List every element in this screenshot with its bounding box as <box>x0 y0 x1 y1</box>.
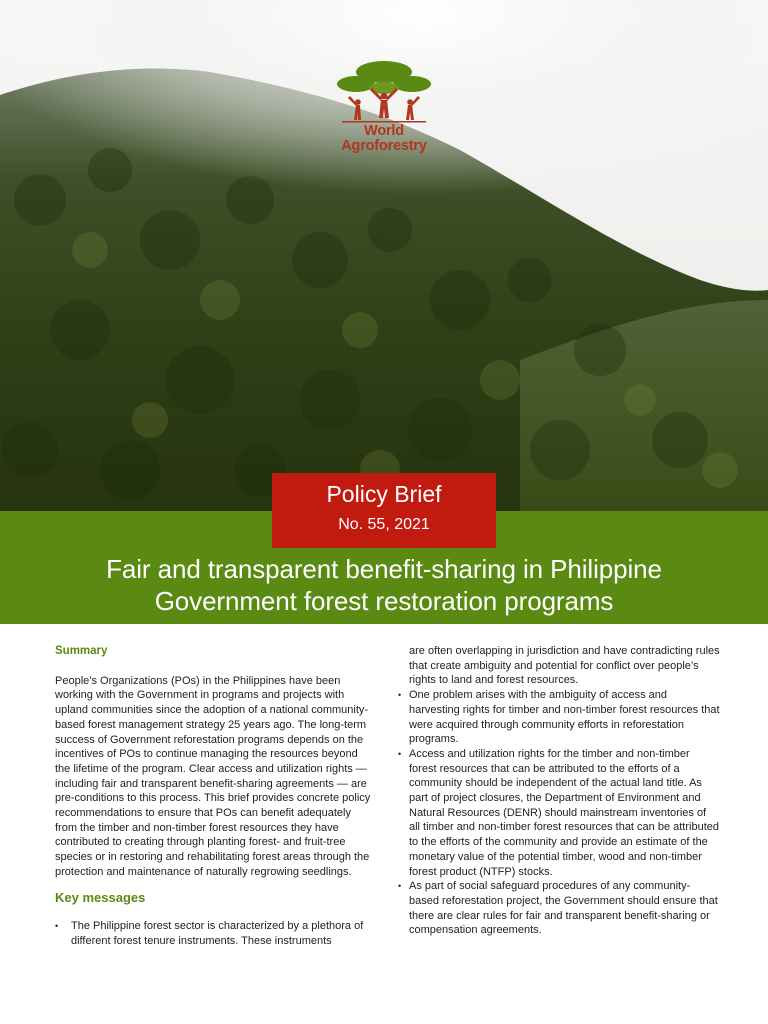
bullet-icon: • <box>55 921 59 932</box>
key-message-text: As part of social safeguard procedures of any community-based reforestation project, the Government should ensure that there are clear rules for fair and transparent benefit-sharing or compensation agreements. <box>409 880 718 937</box>
world-agroforestry-logo <box>330 58 438 162</box>
key-message-item <box>398 747 720 879</box>
key-messages-heading: Key messages <box>55 889 146 905</box>
logo-wordmark-line1: World <box>364 123 404 139</box>
bullet-icon: • <box>398 690 402 701</box>
key-message-text: Access and utilization rights for the timber and non-timber forest resources that can be attributed to the efforts of a community should be independent of the actual land title. As part of project closures, the Department of Environment and Natural Resources (DENR) should mainstream inventories of all timber and non-timber forest resources that can be attributed to the efforts of the community and provide an estimate of the monetary value of the potential timber, wood and non-timber forest product (NTFP) stocks. <box>409 747 719 878</box>
document-title <box>0 553 768 617</box>
bullet-icon: • <box>398 881 402 892</box>
key-message-item <box>398 879 720 938</box>
key-message-item <box>55 919 375 948</box>
summary-heading: Summary <box>55 645 108 657</box>
bullet-icon: • <box>398 748 402 759</box>
left-column <box>55 644 375 949</box>
key-messages-list <box>55 919 375 948</box>
key-messages-list-continued <box>398 688 720 938</box>
document-title-line1: Fair and transparent benefit-sharing in Philippine <box>106 554 662 584</box>
policy-brief-number: No. 55, 2021 <box>338 516 430 533</box>
document-title-line2: Government forest restoration programs <box>154 586 614 616</box>
key-message-continued: are often overlapping in jurisdiction and have contradicting rules that create ambiguity and potential for conflict over people’s rights to land and forest resources. <box>409 645 720 687</box>
tree-people-logo-icon <box>334 58 434 124</box>
key-message-text: The Philippine forest sector is characterized by a plethora of different forest tenure instruments. These instruments <box>71 920 364 947</box>
policy-brief-label: Policy Brief <box>326 481 442 507</box>
summary-paragraph: People’s Organizations (POs) in the Philippines have been working with the Government in programs and projects with upland communities since the adoption of a national community-based forest management strategy 25 years ago. The long-term success of Government reforestation programs depends on the incentives of POs to continue managing the resources beyond the lifetime of the program. Clear access and utilization rights — including fair and transparent benefit-sharing agreements — are pre-conditions to this process. This brief provides concrete policy recommendations to ensure that POs can benefit adequately from the timber and non-timber forest resources they have contributed to creating through planting forest- and fruit-tree species or in restoring and rehabilitating forest areas through the protection and maintenance of naturally regrowing seedlings. <box>55 674 371 878</box>
logo-wordmark-line2: Agroforestry <box>341 138 427 154</box>
right-column <box>398 644 720 938</box>
key-message-text: One problem arises with the ambiguity of access and harvesting rights for timber and non-timber forest resources that were acquired through community efforts in reforestation programs. <box>409 689 720 746</box>
key-message-item <box>398 688 720 747</box>
policy-brief-badge <box>272 473 496 548</box>
